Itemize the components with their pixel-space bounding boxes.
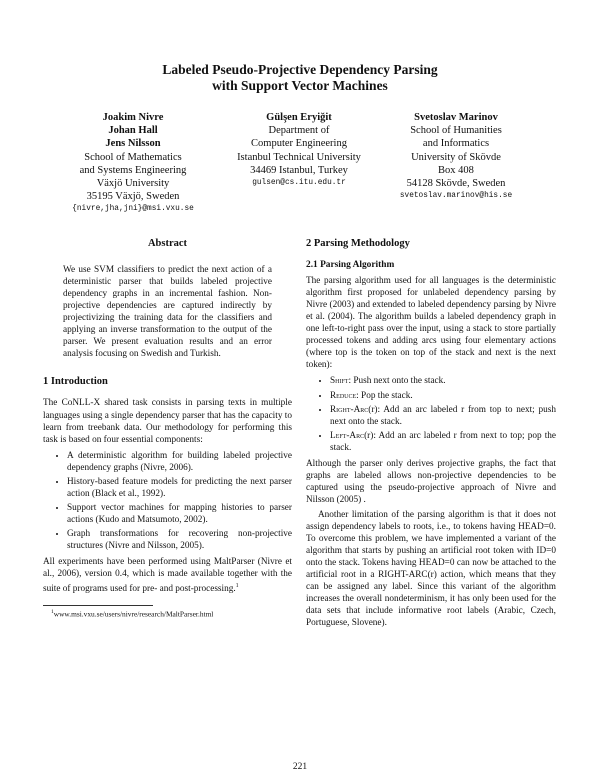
affiliation-line: University of Skövde — [411, 151, 501, 163]
author-name: Johan Hall — [108, 125, 158, 137]
action-item — [330, 375, 556, 387]
abstract-heading: Abstract — [147, 238, 188, 249]
affiliation-line: 34469 Istanbul, Turkey — [250, 164, 348, 176]
left-column — [43, 238, 292, 619]
components-list — [43, 450, 292, 552]
action-name: Left-Arc — [330, 430, 365, 441]
action-description: : Pop the stack. — [356, 390, 413, 401]
action-description: : Push next onto the stack. — [348, 376, 446, 387]
author-block-2 — [224, 111, 374, 189]
paper-title — [0, 62, 600, 94]
list-item: • Graph transformations for recovering non-projective structures (Nivre and Nilsson, 2005). — [67, 528, 292, 552]
action-name: Shift — [330, 376, 349, 387]
footnote-url: www.msi.vxu.se/users/nivre/research/MaltParser.html — [53, 609, 214, 619]
footnote-number: 1 — [51, 609, 54, 616]
affiliation-line: and Informatics — [422, 138, 490, 150]
affiliation-line: Department of — [268, 125, 330, 137]
action-args: (r) — [368, 404, 378, 415]
title-line-1: Labeled Pseudo-Projective Dependency Parsing — [162, 62, 438, 77]
intro-paragraph-2-text: All experiments have been performed using MaltParser (Nivre et al., 2006), version 0.4, which is made available together with the suite of programs used for pre- and post-processing. — [43, 557, 292, 595]
page-number: 221 — [292, 762, 308, 772]
author-name: Joakim Nivre — [102, 112, 164, 123]
affiliation-line: Box 408 — [438, 164, 474, 176]
affiliation-line: Computer Engineering — [251, 138, 347, 150]
action-description: : Add an arc labeled r from next to top; pop the stack. — [330, 430, 556, 453]
subsection-heading-parsing-algorithm: 2.1 Parsing Algorithm — [306, 260, 395, 271]
affiliation-line: Växjö University — [96, 178, 170, 190]
affiliation-line: Istanbul Technical University — [237, 151, 361, 163]
action-item — [330, 404, 556, 428]
section-heading-parsing-methodology: 2 Parsing Methodology — [306, 238, 410, 249]
author-name: Jens Nilsson — [105, 138, 161, 150]
action-name: Right-Arc — [330, 404, 369, 415]
right-column — [306, 238, 556, 629]
action-item — [330, 390, 556, 402]
action-item — [330, 430, 556, 454]
method-paragraph-3: Another limitation of the parsing algorithm is that it does not assign dependency labels to roots, i.e., to tokens having HEAD=0. To overcome this problem, we have implemented a variant of the algorithm that starts by pushing an artificial root token with ID=0 onto the stack. Tokens having HEAD=0 can now be attached to the artificial root in a RIGHT-ARC(r) action, which means that they can be assigned any label. Since this variant of the algorithm increases the overall nondeterminism, it has only been used for the data sets that include informative root labels (Arabic, Czech, Portuguese, Slovene). — [306, 509, 556, 629]
abstract-text: We use SVM classifiers to predict the next action of a deterministic parser that builds labeled projective dependency graphs in an incremental fashion. Non-projective dependencies are captured indirectly by projectivizing the training data for the classifiers and applying an inverse transformation to the output of the parser. We present evaluation results and an error analysis focusing on Swedish and Turkish. — [63, 265, 272, 360]
action-name: Reduce — [330, 390, 357, 401]
intro-paragraph-1: The CoNLL-X shared task consists in parsing texts in multiple languages using a single dependency parser that has the capacity to learn from treebank data. Our methodology for performing this task is based on four essential components: — [43, 398, 292, 445]
section-heading-introduction: 1 Introduction — [43, 376, 108, 388]
footnote-marker: 1 — [235, 583, 239, 590]
author-name: Svetoslav Marinov — [414, 112, 498, 123]
author-email: gulsen@cs.itu.edu.tr — [252, 179, 346, 188]
action-description: : Add an arc labeled r from top to next; push next onto the stack. — [330, 404, 556, 427]
intro-paragraph-2 — [43, 556, 292, 595]
affiliation-line: School of Mathematics — [84, 151, 182, 163]
affiliation-line: 35195 Växjö, Sweden — [86, 191, 180, 203]
author-name: Gülşen Eryiğit — [266, 112, 332, 123]
affiliation-line: 54128 Skövde, Sweden — [406, 178, 506, 190]
author-email: svetoslav.marinov@his.se — [399, 192, 513, 201]
list-item: • A deterministic algorithm for building labeled projective dependency graphs (Nivre, 2006). — [67, 450, 292, 474]
list-item: • Support vector machines for mapping histories to parser actions (Kudo and Matsumoto, 2002). — [67, 502, 292, 526]
author-block-3 — [376, 111, 536, 202]
list-item: • History-based feature models for predicting the next parser action (Black et al., 1992). — [67, 476, 292, 500]
action-args: (r) — [364, 430, 374, 441]
method-paragraph-2: Although the parser only derives projective graphs, the fact that graphs are labeled allows non-projective dependencies to be captured using the pseudo-projective approach of Nivre and Nilsson (2005) . — [306, 458, 556, 505]
affiliation-line: School of Humanities — [410, 125, 502, 137]
method-paragraph-1: The parsing algorithm used for all languages is the deterministic algorithm first proposed for unlabeled dependency parsing by Nivre (2003) and extended to labeled dependency parsing by Nivre et al. (2004). The algorithm builds a labeled dependency graph in one left-to-right pass over the input, using a stack to store partially processed tokens and adding arcs using four elementary actions (where top is the token on top of the stack and next is the next token): — [306, 276, 556, 371]
author-block-1 — [58, 111, 208, 215]
footnote — [43, 608, 292, 618]
author-email: {nivre,jha,jni}@msi.vxu.se — [72, 205, 194, 214]
actions-list — [306, 375, 556, 453]
affiliation-line: and Systems Engineering — [79, 164, 187, 176]
footnote-rule — [43, 605, 153, 606]
title-line-2: with Support Vector Machines — [212, 78, 388, 93]
